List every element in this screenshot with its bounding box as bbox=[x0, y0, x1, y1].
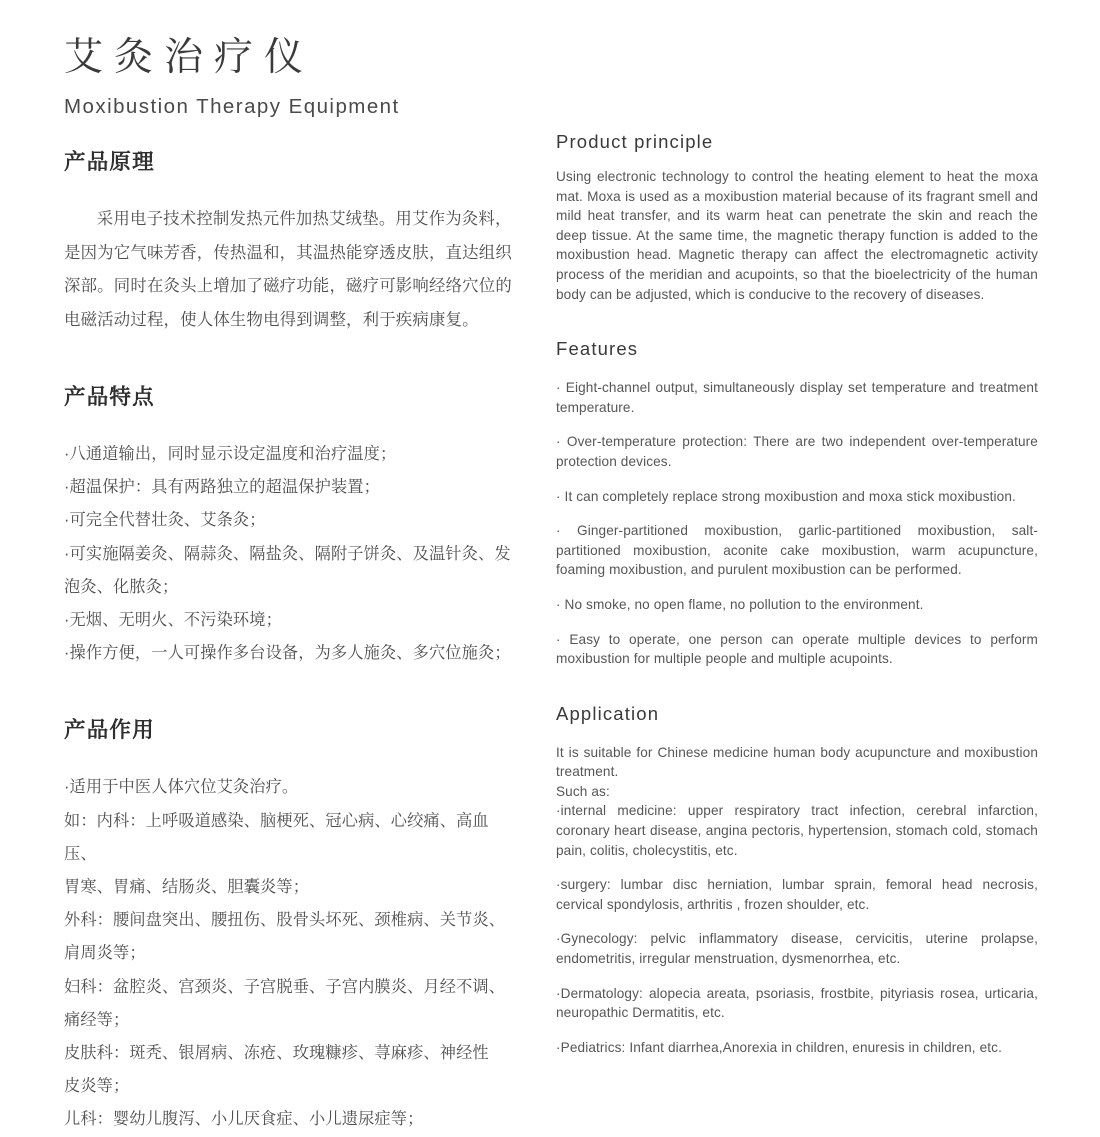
list-item-dermatology: 皮肤科：斑秃、银屑病、冻疮、玫瑰糠疹、荨麻疹、神经性 bbox=[64, 1044, 489, 1063]
section-features-en bbox=[556, 337, 1038, 669]
chinese-column bbox=[64, 148, 516, 1137]
feature-item bbox=[556, 487, 1038, 507]
feature-item bbox=[556, 521, 1038, 580]
list-item: ·可完全代替壮灸、艾条灸； bbox=[64, 511, 266, 530]
list-item-continuation: 皮炎等； bbox=[64, 1077, 130, 1096]
english-column bbox=[556, 130, 1038, 1057]
list-item: ·八通道输出，同时显示设定温度和治疗温度； bbox=[64, 445, 397, 463]
heading-application-en: Application bbox=[556, 702, 660, 724]
section-product-principle-en bbox=[556, 130, 1038, 304]
section-application-en bbox=[556, 702, 1038, 1058]
application-text: ·Dermatology: alopecia areata, psoriasis, frostbite, pityriasis rosea, urticaria, neuropathic Dermatitis, etc. bbox=[556, 985, 1038, 1021]
list-item: ·操作方便，一人可操作多台设备，为多人施灸、多穴位施灸； bbox=[64, 644, 511, 663]
list-item: ·无烟、无明火、不污染环境； bbox=[64, 611, 282, 630]
feature-item bbox=[556, 595, 1038, 615]
feature-text: · It can completely replace strong moxibustion and moxa stick moxibustion. bbox=[556, 488, 1016, 504]
section-product-application-cn bbox=[64, 716, 516, 1136]
list-item-continuation: 痛经等； bbox=[64, 1010, 130, 1029]
list-item-gynecology: 妇科：盆腔炎、宫颈炎、子宫脱垂、子宫内膜炎、月经不调、 bbox=[64, 977, 506, 996]
heading-product-principle-en: Product principle bbox=[556, 131, 714, 152]
heading-features-en: Features bbox=[556, 338, 639, 360]
application-item-dermatology bbox=[556, 984, 1038, 1023]
feature-item bbox=[556, 432, 1038, 471]
section-product-features-cn bbox=[64, 383, 516, 670]
application-item-pediatrics bbox=[556, 1038, 1038, 1058]
feature-text: · Eight-channel output, simultaneously display set temperature and treatment temperature. bbox=[556, 380, 1038, 415]
feature-text: · Easy to operate, one person can operate multiple devices to perform moxibustion for multiple people and multiple acupoints. bbox=[556, 631, 1038, 667]
list-item: ·可实施隔姜灸、隔蒜灸、隔盐灸、隔附子饼灸、及温针灸、发 bbox=[64, 544, 511, 563]
application-intro-line-2: Such as: bbox=[556, 783, 610, 799]
paragraph-product-principle-en: Using electronic technology to control the heating element to heat the moxa mat. Moxa is used as a moxibustion material because of its fragrant smell and mild heat transfer, and its warm heat can penetrate the skin and reach the deep tissue. At the same time, the magnetic therapy function is added to the moxibustion head. Magnetic therapy can affect the electromagnetic activity process of the meridian and acupoints, so that the bioelectricity of the human body can be adjusted, which is conducive to the recovery of diseases. bbox=[556, 169, 1038, 302]
list-item-continuation: 肩周炎等； bbox=[64, 944, 146, 963]
page-title-chinese: 艾灸治疗仪 bbox=[64, 36, 315, 79]
application-text: ·Gynecology: pelvic inflammatory disease, cervicitis, uterine prolapse, endometritis, irregular menstruation, dysmenorrhea, etc. bbox=[556, 931, 1038, 967]
application-text: ·surgery: lumbar disc herniation, lumbar sprain, femoral head necrosis, cervical spondylosis, arthritis , frozen shoulder, etc. bbox=[556, 877, 1038, 912]
application-text: ·internal medicine: upper respiratory tract infection, cerebral infarction, coronary heart disease, angina pectoris, hypertension, stomach cold, stomach pain, colitis, cholecystitis, etc. bbox=[556, 803, 1038, 858]
application-item-internal-medicine bbox=[556, 801, 1038, 860]
list-product-features-cn bbox=[64, 438, 516, 670]
section-product-principle-cn bbox=[64, 148, 516, 337]
list-item-pediatrics: 儿科：婴幼儿腹泻、小儿厌食症、小儿遗尿症等； bbox=[64, 1110, 424, 1129]
feature-text: · Ginger-partitioned moxibustion, garlic-partitioned moxibustion, salt-partitioned moxibustion, aconite cake moxibustion, warm acupuncture, foaming moxibustion, and purulent moxibustion can be performed. bbox=[556, 523, 1038, 578]
list-product-application-cn bbox=[64, 771, 516, 1136]
heading-product-features-cn: 产品特点 bbox=[64, 385, 155, 409]
heading-product-application-cn: 产品作用 bbox=[64, 718, 155, 743]
feature-text: · Over-temperature protection: There are two independent over-temperature protection devices. bbox=[556, 434, 1038, 469]
feature-item bbox=[556, 378, 1038, 417]
list-item-internal-medicine: 如：内科：上呼吸道感染、脑梗死、冠心病、心绞痛、高血压、 bbox=[64, 811, 489, 863]
feature-text: · No smoke, no open flame, no pollution to the environment. bbox=[556, 596, 924, 612]
list-item-continuation: 泡灸、化脓灸； bbox=[64, 577, 179, 596]
application-intro-line-1: It is suitable for Chinese medicine human body acupuncture and moxibustion treatment. bbox=[556, 744, 1038, 780]
paragraph-product-principle-cn: 采用电子技术控制发热元件加热艾绒垫。用艾作为灸料，是因为它气味芳香，传热温和，其温热能穿透皮肤，直达组织深部。同时在灸头上增加了磁疗功能，磁疗可影响经络穴位的电磁活动过程，使人体生物电得到调整，利于疾病康复。 bbox=[64, 210, 512, 329]
feature-item bbox=[556, 630, 1038, 669]
heading-product-principle-cn: 产品原理 bbox=[64, 150, 155, 174]
application-item-gynecology bbox=[556, 929, 1038, 968]
application-text: ·Pediatrics: Infant diarrhea,Anorexia in children, enuresis in children, etc. bbox=[556, 1039, 1002, 1055]
page-title-english: Moxibustion Therapy Equipment bbox=[64, 95, 400, 118]
list-item-surgery: 外科：腰间盘突出、腰扭伤、股骨头坏死、颈椎病、关节炎、 bbox=[64, 911, 506, 930]
application-item-surgery bbox=[556, 875, 1038, 914]
list-item: ·超温保护：具有两路独立的超温保护装置； bbox=[64, 478, 380, 497]
list-item: ·适用于中医人体穴位艾灸治疗。 bbox=[64, 778, 299, 797]
page-title-block bbox=[64, 34, 534, 120]
list-item-continuation: 胃寒、胃痛、结肠炎、胆囊炎等； bbox=[64, 878, 310, 897]
